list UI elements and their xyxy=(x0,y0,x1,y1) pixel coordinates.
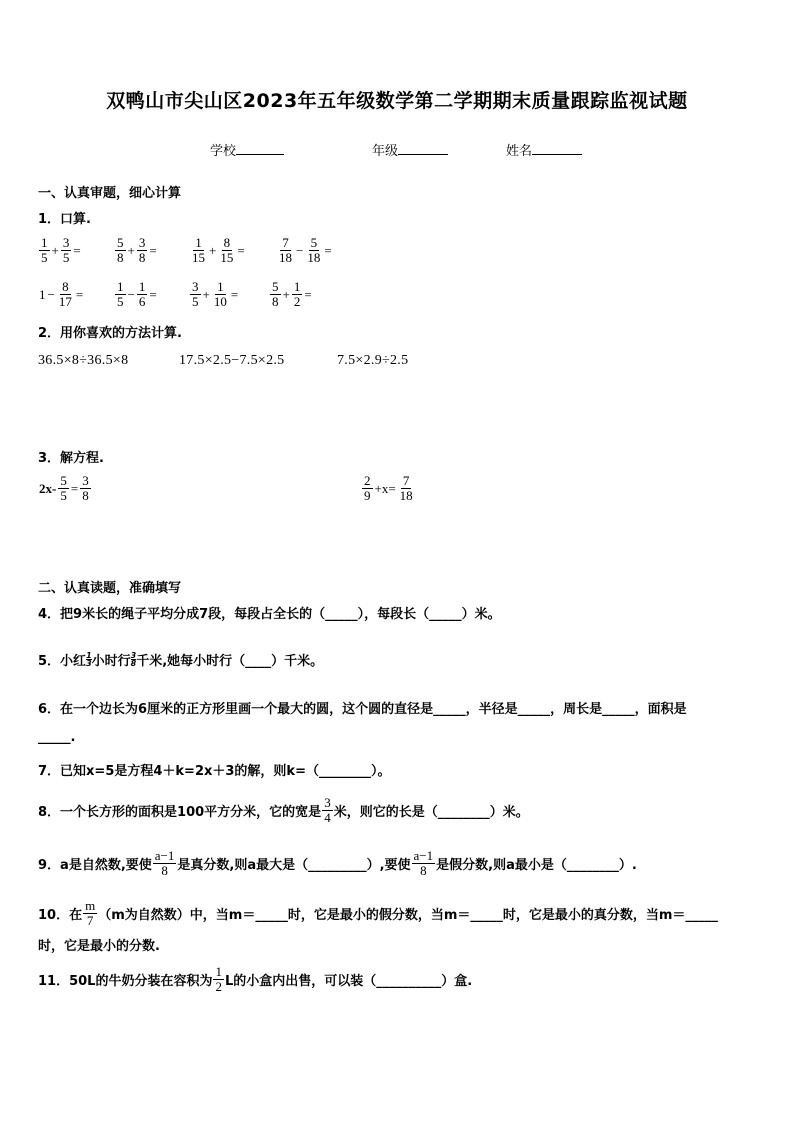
question-number: 7． xyxy=(38,764,61,779)
question-1-label: 1．口算. xyxy=(38,212,91,227)
question-5: 5． 小红 $\frac{1}{3}$ 小时行 $\frac{3}{8}$ 千米,她每小时行（____）千米。 xyxy=(38,651,324,669)
fraction: $\frac{3}{5}$ xyxy=(62,235,70,265)
fraction: $\frac{3}{8}$ xyxy=(130,651,137,668)
q1-row1-item-4: $\frac{7}{18}$ − $\frac{5}{18}$ = xyxy=(279,235,332,265)
q2-expression-3: 7.5×2.9÷2.5 xyxy=(337,353,409,368)
question-number: 5． xyxy=(38,654,61,669)
fraction: $\frac{3}{8}$ xyxy=(138,235,146,265)
name-label: 姓名 xyxy=(506,144,533,159)
q1-row1-item-3: $\frac{1}{15}$ + $\frac{8}{15}$ = xyxy=(192,235,245,265)
question-7 xyxy=(38,760,390,779)
q2-expression-2: 17.5×2.5−7.5×2.5 xyxy=(179,353,285,368)
section-heading-1: 一、认真审题，细心计算 xyxy=(38,186,182,201)
q2-expression-1: 36.5×8÷36.5×8 xyxy=(38,353,129,368)
fraction: $\frac{m}{7}$ xyxy=(85,898,96,928)
q1-row2-item-2: $\frac{1}{5}$ − $\frac{1}{6}$ = xyxy=(117,279,157,309)
q3-equation-1: 2x- $\frac{5}{5}$ = $\frac{3}{8}$ xyxy=(39,473,89,503)
page-title: 双鸭山市尖山区2023年五年级数学第二学期期末质量跟踪监视试题 xyxy=(106,90,688,112)
question-6 xyxy=(38,698,687,717)
q1-row2-item-3: $\frac{3}{5}$ + $\frac{1}{10}$ = xyxy=(192,279,239,309)
fraction: $\frac{1}{5}$ xyxy=(117,279,124,309)
question-9: 9． a是自然数,要使 $\frac{a-1}{8}$ 是真分数,则a最大是（_________）,要使 $\frac{a-1}{8}$ 是假分数,则a最小是（________）. xyxy=(38,848,637,878)
fraction: $\frac{1}{3}$ xyxy=(86,651,92,668)
school-field[interactable] xyxy=(210,140,284,159)
name-blank[interactable] xyxy=(532,142,582,155)
q1-row2-item-4: $\frac{5}{8}$ + $\frac{1}{2}$ = xyxy=(272,279,312,309)
grade-field[interactable] xyxy=(372,140,448,159)
question-6-continued: _____. xyxy=(38,730,76,745)
q1-row1-item-1: $\frac{1}{5}$ + $\frac{3}{5}$ = xyxy=(41,235,81,265)
question-text: 把9米长的绳子平均分成7段，每段占全长的（_____），每段长（_____）米。 xyxy=(60,607,501,622)
fraction: $\frac{3}{4}$ xyxy=(324,795,331,825)
school-blank[interactable] xyxy=(236,142,284,155)
fraction: $\frac{2}{9}$ xyxy=(364,473,371,503)
question-number: 4． xyxy=(38,607,61,622)
q1-row2-item-1: 1 − $\frac{8}{17}$ = xyxy=(39,279,84,309)
grade-label: 年级 xyxy=(372,144,399,159)
fraction: $\frac{8}{17}$ xyxy=(58,279,72,309)
fraction: $\frac{a-1}{8}$ xyxy=(154,848,175,878)
fraction: $\frac{1}{5}$ xyxy=(41,235,48,265)
fraction: $\frac{3}{5}$ xyxy=(192,279,199,309)
question-11: 11． 50L的牛奶分装在容积为 $\frac{1}{2}$ L的小盒内出售，可以装（__________）盒. xyxy=(38,964,473,994)
fraction: $\frac{7}{18}$ xyxy=(399,473,413,503)
question-10-continued: 时，它是最小的分数. xyxy=(38,939,160,954)
question-8: 8． 一个长方形的面积是100平方分米，它的宽是 $\frac{3}{4}$ 米，则它的长是（________）米。 xyxy=(38,795,529,825)
question-3-label: 3．解方程. xyxy=(38,451,104,466)
fraction: $\frac{1}{6}$ xyxy=(138,279,146,309)
question-text: 已知x=5是方程4＋k=2x＋3的解，则k=（________）。 xyxy=(60,764,391,779)
fraction: $\frac{1}{10}$ xyxy=(213,279,227,309)
q3-equation-2: $\frac{2}{9}$ +x= $\frac{7}{18}$ xyxy=(364,473,413,503)
fraction: $\frac{5}{8}$ xyxy=(272,279,279,309)
fraction: $\frac{5}{5}$ xyxy=(60,473,67,503)
section-heading-2: 二、认真读题，准确填写 xyxy=(38,581,182,596)
fraction: $\frac{1}{15}$ xyxy=(192,235,205,265)
grade-blank[interactable] xyxy=(398,142,448,155)
fraction: $\frac{7}{18}$ xyxy=(279,235,292,265)
question-4 xyxy=(38,603,501,622)
question-number: 6． xyxy=(38,702,61,717)
question-number: 11． xyxy=(38,974,70,989)
school-label: 学校 xyxy=(210,144,237,159)
question-number: 10． xyxy=(38,908,70,923)
fraction: $\frac{5}{8}$ xyxy=(117,235,124,265)
question-number: 8． xyxy=(38,805,61,820)
question-number: 9． xyxy=(38,858,61,873)
question-text: 在一个边长为6厘米的正方形里画一个最大的圆，这个圆的直径是_____，半径是_____，周长是_____，面积是 xyxy=(60,702,687,717)
question-10: 10． 在 $\frac{m}{7}$ （m为自然数）中，当m＝_____时，它是最小的假分数，当m＝_____时，它是最小的真分数，当m＝_____ xyxy=(38,898,718,928)
fraction: $\frac{a-1}{8}$ xyxy=(413,848,434,878)
fraction: $\frac{1}{2}$ xyxy=(215,964,222,994)
fraction: $\frac{5}{18}$ xyxy=(307,235,321,265)
name-field[interactable] xyxy=(506,140,582,159)
question-2-label: 2．用你喜欢的方法计算. xyxy=(38,326,182,341)
q1-row1-item-2: $\frac{5}{8}$ + $\frac{3}{8}$ = xyxy=(117,235,157,265)
fraction: $\frac{3}{8}$ xyxy=(82,473,89,503)
fraction: $\frac{8}{15}$ xyxy=(220,235,234,265)
fraction: $\frac{1}{2}$ xyxy=(293,279,301,309)
